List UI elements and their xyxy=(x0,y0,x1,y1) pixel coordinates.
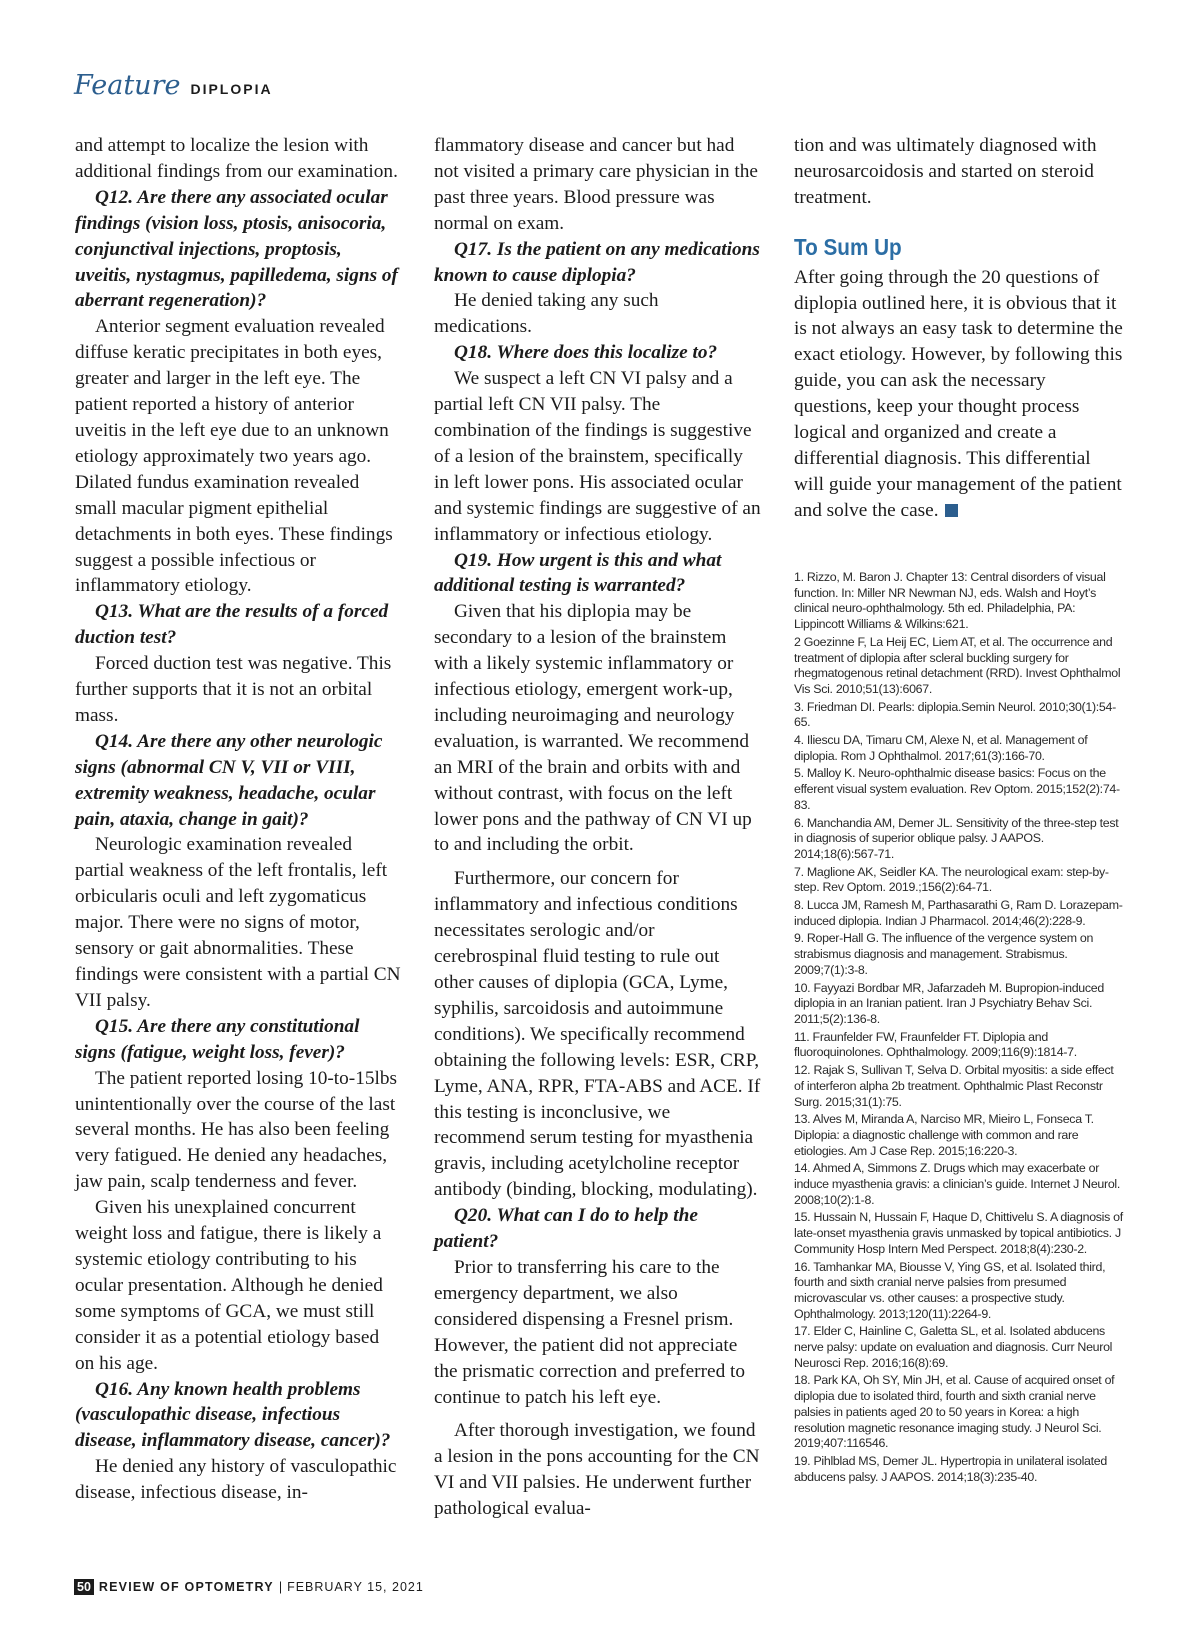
reference-item: 13. Alves M, Miranda A, Narciso MR, Mieiro L, Fonseca T. Diplopia: a diagnostic challenge with common and rare etiologies. Am J Case Rep. 2015;16:220-3. xyxy=(794,1112,1094,1158)
column-3-lead: tion and was ultimately diagnosed with neurosarcoidosis and started on steroid treatment. xyxy=(794,135,1097,208)
page-header xyxy=(74,70,273,101)
question-heading: Q19. How urgent is this and what additional testing is warranted? xyxy=(434,549,722,597)
article-column-3 xyxy=(794,133,1124,524)
body-paragraph: We suspect a left CN VI palsy and a partial left CN VII palsy. The combination of the findings is suggestive of a lesion of the brainstem, specifically in left lower pons. His associated ocular and systemic findings are suggestive of an inflammatory or infectious etiology. xyxy=(434,368,761,545)
body-paragraph: and attempt to localize the lesion with additional findings from our examination. xyxy=(75,135,398,182)
body-paragraph: He denied taking any such medications. xyxy=(434,290,659,338)
question-heading: Q18. Where does this localize to? xyxy=(454,342,718,364)
reference-item: 11. Fraunfelder FW, Fraunfelder FT. Diplopia and fluoroquinolones. Ophthalmology. 2009;116(9):1814-7. xyxy=(794,1029,1077,1060)
reference-item: 10. Fayyazi Bordbar MR, Jafarzadeh M. Bupropion-induced diplopia in an Iranian patient. Iran J Psychiatry Behav Sci. 2011;5(2):136-8. xyxy=(794,980,1104,1026)
reference-item: 16. Tamhankar MA, Biousse V, Ying GS, et al. Isolated third, fourth and sixth cranial nerve palsies from presumed microvascular vs. other causes: a prospective study. Ophthalmology. 2013;120(11):2264-9. xyxy=(794,1259,1106,1321)
body-paragraph: Prior to transferring his care to the emergency department, we also considered dispensing a Fresnel prism. However, the patient did not appreciate the prismatic correction and preferred to continue to patch his left eye. xyxy=(434,1256,746,1408)
body-paragraph: The patient reported losing 10-to-15lbs unintentionally over the course of the last several months. He has also been feeling very fatigued. He denied any headaches, jaw pain, scalp tenderness and fever. xyxy=(75,1067,398,1193)
sum-up-heading: To Sum Up xyxy=(794,233,902,260)
question-heading: Q16. Any known health problems (vasculopathic disease, infectious disease, inflammatory disease, cancer)? xyxy=(75,1378,391,1452)
article-column-2 xyxy=(434,133,761,1522)
reference-item: 19. Pihlblad MS, Demer JL. Hypertropia in unilateral isolated abducens palsy. J AAPOS. 2014;18(3):235-40. xyxy=(794,1453,1107,1484)
page-number: 50 xyxy=(74,1579,94,1595)
question-heading: Q13. What are the results of a forced duction test? xyxy=(75,601,389,649)
body-paragraph: flammatory disease and cancer but had not visited a primary care physician in the past three years. Blood pressure was normal on exam. xyxy=(434,135,758,234)
page-footer xyxy=(74,1579,424,1595)
magazine-name: REVIEW OF OPTOMETRY xyxy=(98,1580,274,1594)
end-mark-icon xyxy=(945,504,958,517)
section-label: DIPLOPIA xyxy=(190,81,273,97)
reference-item: 15. Hussain N, Hussain F, Haque D, Chittivelu S. A diagnosis of late-onset myasthenia gravis unmasked by topical antibiotics. J Community Hosp Intern Med Perspect. 2018;8(4):230-2. xyxy=(794,1210,1123,1256)
body-paragraph: Furthermore, our concern for inflammatory and infectious conditions necessitates serologic and/or cerebrospinal fluid testing to rule out other causes of diplopia (GCA, Lyme, syphilis, sarcoidosis and autoimmune conditions). We specifically recommend obtaining the following levels: ESR, CRP, Lyme, ANA, RPR, FTA-ABS and ACE. If this testing is inconclusive, we recommend serum testing for myasthenia gravis, including acetylcholine receptor antibody (binding, blocking, modulating). xyxy=(434,868,761,1201)
reference-item: 8. Lucca JM, Ramesh M, Parthasarathi G, Ram D. Lorazepam-induced diplopia. Indian J Pharmacol. 2014;46(2):228-9. xyxy=(794,898,1123,928)
question-heading: Q15. Are there any constitutional signs (fatigue, weight loss, fever)? xyxy=(75,1015,360,1063)
question-heading: Q17. Is the patient on any medications known to cause diplopia? xyxy=(434,238,760,286)
article-column-1 xyxy=(75,133,402,1506)
reference-item: 18. Park KA, Oh SY, Min JH, et al. Cause of acquired onset of diplopia due to isolated third, fourth and sixth cranial nerve palsies in patients aged 20 to 50 years in Korea: a high resolution magnetic resonance imaging study. J Neurol Sci. 2019;407:116546. xyxy=(794,1373,1115,1451)
body-paragraph: Anterior segment evaluation revealed diffuse keratic precipitates in both eyes, greater and larger in the left eye. The patient reported a history of anterior uveitis in the left eye due to an unknown etiology approximately two years ago. Dilated fundus examination revealed small macular pigment epithelial detachments in both eyes. These findings suggest a possible infectious or inflammatory etiology. xyxy=(75,316,393,597)
reference-item: 6. Manchandia AM, Demer JL. Sensitivity of the three-step test in diagnosis of superior oblique palsy. J AAPOS. 2014;18(6):567-71. xyxy=(794,815,1119,861)
reference-item: 2 Goezinne F, La Heij EC, Liem AT, et al. The occurrence and treatment of diplopia after scleral buckling surgery for rhegmatogenous retinal detachment (RRD). Invest Ophthalmol Vis Sci. 2010;51(13):6067. xyxy=(794,634,1121,696)
reference-item: 7. Maglione AK, Seidler KA. The neurological exam: step-by-step. Rev Optom. 2019.;156(2):64-71. xyxy=(794,864,1109,895)
reference-item: 9. Roper-Hall G. The influence of the vergence system on strabismus diagnosis and management. Strabismus. 2009;7(1):3-8. xyxy=(794,931,1094,977)
reference-item: 12. Rajak S, Sullivan T, Selva D. Orbital myositis: a side effect of interferon alpha 2b treatment. Ophthalmic Plast Reconstr Surg. 2015;31(1):75. xyxy=(794,1063,1114,1109)
sum-up-text: After going through the 20 questions of diplopia outlined here, it is obvious that it is not always an easy task to determine the exact etiology. However, by following this guide, you can ask the necessary questions, keep your thought process logical and organized and create a differential diagnosis. This differential will guide your management of the patient and solve the case. xyxy=(794,266,1123,521)
reference-item: 4. Iliescu DA, Timaru CM, Alexe N, et al. Management of diplopia. Rom J Ophthalmol. 2017;61(3):166-70. xyxy=(794,733,1088,763)
body-paragraph: Neurologic examination revealed partial weakness of the left frontalis, left orbicularis oculi and left zygomaticus major. There were no signs of motor, sensory or gait abnormalities. These findings were consistent with a partial CN VII palsy. xyxy=(75,834,401,1011)
reference-item: 14. Ahmed A, Simmons Z. Drugs which may exacerbate or induce myasthenia gravis: a clinician’s guide. Internet J Neurol. 2008;10(2):1-8. xyxy=(794,1161,1121,1207)
body-paragraph: Given his unexplained concurrent weight loss and fatigue, there is likely a systemic etiology contributing to his ocular presentation. Although he denied some symptoms of GCA, we must still consider it as a potential etiology based on his age. xyxy=(75,1197,383,1374)
question-heading: Q20. What can I do to help the patient? xyxy=(434,1205,698,1253)
reference-item: 1. Rizzo, M. Baron J. Chapter 13: Central disorders of visual function. In: Miller NR Newman NJ, eds. Walsh and Hoyt’s clinical neuro-ophthalmology. 5th ed. Philadelphia, PA: Lippincott Williams & Wilkins:621. xyxy=(794,570,1106,632)
footer-separator: | xyxy=(278,1580,283,1594)
body-paragraph: After thorough investigation, we found a lesion in the pons accounting for the CN VI and VII palsies. He underwent further pathological evalua- xyxy=(434,1420,760,1520)
body-paragraph: He denied any history of vasculopathic disease, infectious disease, in- xyxy=(75,1456,397,1504)
reference-item: 3. Friedman DI. Pearls: diplopia.Semin Neurol. 2010;30(1):54-65. xyxy=(794,699,1116,730)
references-list xyxy=(794,570,1124,1487)
reference-item: 17. Elder C, Hainline C, Galetta SL, et al. Isolated abducens nerve palsy: update on evaluation and diagnosis. Curr Neurol Neurosci Rep. 2016;16(8):69. xyxy=(794,1324,1113,1370)
sum-up-paragraph xyxy=(794,265,1124,524)
issue-date: FEBRUARY 15, 2021 xyxy=(287,1580,424,1594)
body-paragraph: Given that his diplopia may be secondary to a lesion of the brainstem with a likely systemic inflammatory or infectious etiology, emergent work-up, including neuroimaging and neurology evaluation, is warranted. We recommend an MRI of the brain and orbits with and without contrast, with focus on the left lower pons and the pathway of CN VI up to and including the orbit. xyxy=(434,601,752,856)
reference-item: 5. Malloy K. Neuro-ophthalmic disease basics: Focus on the efferent visual system evaluation. Rev Optom. 2015;152(2):74-83. xyxy=(794,766,1120,812)
body-paragraph: Forced duction test was negative. This further supports that it is not an orbital mass. xyxy=(75,653,392,726)
feature-label: Feature xyxy=(74,70,181,101)
question-heading: Q14. Are there any other neurologic signs (abnormal CN V, VII or VIII, extremity weakness, headache, ocular pain, ataxia, change in gait)? xyxy=(75,730,383,830)
question-heading: Q12. Are there any associated ocular findings (vision loss, ptosis, anisocoria, conjunctival injections, proptosis, uveitis, nystagmus, papilledema, signs of aberrant regeneration)? xyxy=(75,186,398,312)
